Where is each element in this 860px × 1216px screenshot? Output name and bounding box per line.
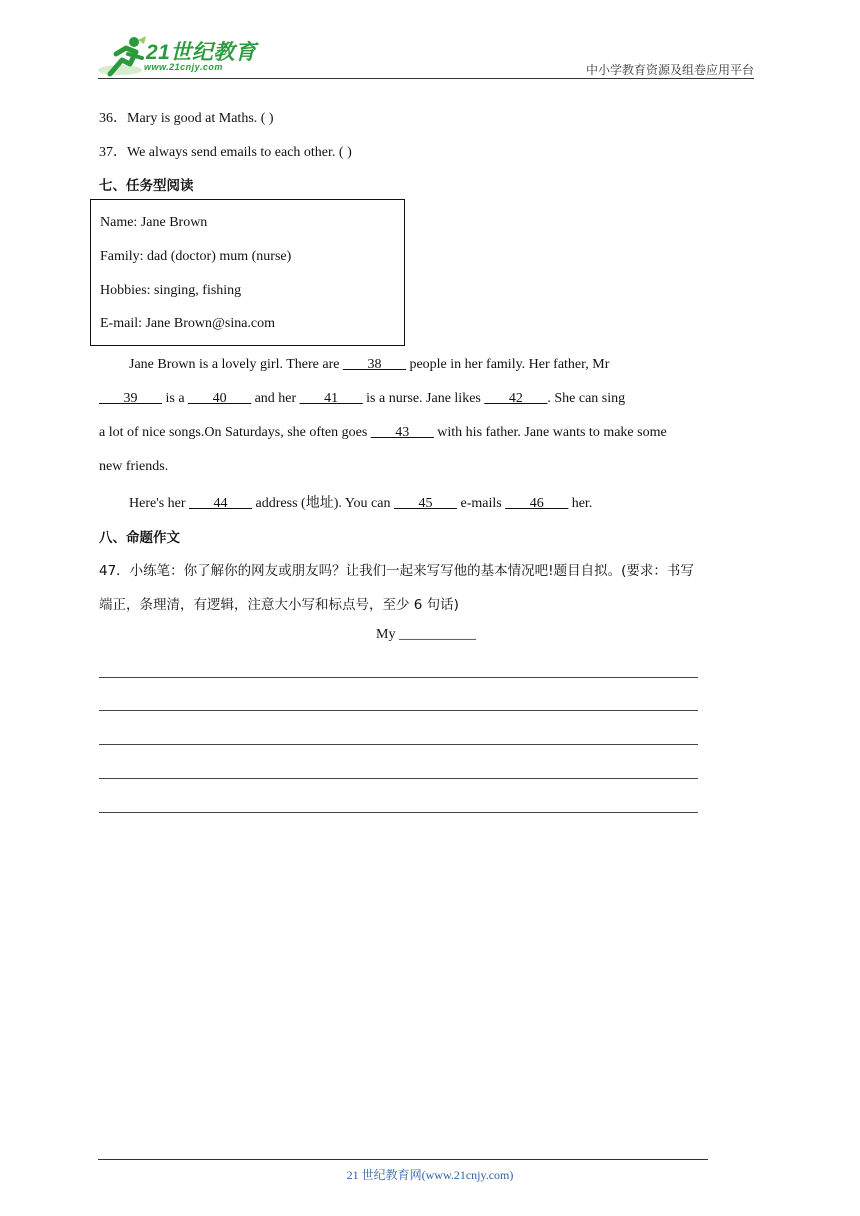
question-36: 36．Mary is good at Maths. ( ) [99,111,274,126]
writing-line [99,778,698,779]
writing-line [99,677,698,678]
info-card-email: E-mail: Jane Brown@sina.com [100,316,276,331]
blank-39: 39 [123,391,138,406]
blank-44: 44 [213,496,228,511]
passage-line-2: 39 is a 40 and her 41 is a nurse. Jane likes 42 . She can sing [99,391,625,407]
info-card-name: Name: Jane Brown [100,215,208,230]
blank-41: 41 [324,391,339,406]
blank-40: 40 [212,391,227,406]
section-7-title: 七、任务型阅读 [99,178,194,194]
writing-line [99,744,698,745]
blank-42: 42 [508,391,523,406]
essay-prompt-line-1: 47．小练笔：你了解你的网友或朋友吗？让我们一起来写写他的基本情况吧!题目自拟。(要求：书写 [99,563,694,579]
footer-divider [98,1159,708,1160]
writing-line [99,710,698,711]
essay-title-line: My ___________ [376,627,476,642]
writing-line [99,812,698,813]
logo-subtext: www.21cnjy.com [144,62,223,72]
passage-line-4: new friends. [99,459,169,474]
logo-text: 21世纪教育 [146,41,257,64]
info-card-hobbies: Hobbies: singing, fishing [100,283,242,298]
header-divider [98,78,754,79]
blank-46: 46 [529,496,544,511]
section-8-title: 八、命题作文 [99,530,180,546]
blank-38: 38 [367,357,382,372]
info-card-family: Family: dad (doctor) mum (nurse) [100,249,292,264]
essay-prompt-line-2: 端正，条理清，有逻辑，注意大小写和标点号，至少 6 句话) [99,597,459,613]
header-platform-name: 中小学教育资源及组卷应用平台 [585,63,754,77]
blank-43: 43 [395,425,410,440]
passage-line-3: a lot of nice songs.On Saturdays, she often goes 43 with his father. Jane wants to make some [99,425,667,440]
blank-45: 45 [418,496,433,511]
passage-line-1: Jane Brown is a lovely girl. There are 38 people in her family. Her father, Mr [129,357,610,372]
question-37: 37．We always send emails to each other. ( ) [99,145,352,160]
footer-site-link[interactable]: 21 世纪教育网(www.21cnjy.com) [346,1168,514,1182]
passage-line-5: Here's her 44 address (地址). You can 45 e-mails 46 her. [129,496,593,511]
